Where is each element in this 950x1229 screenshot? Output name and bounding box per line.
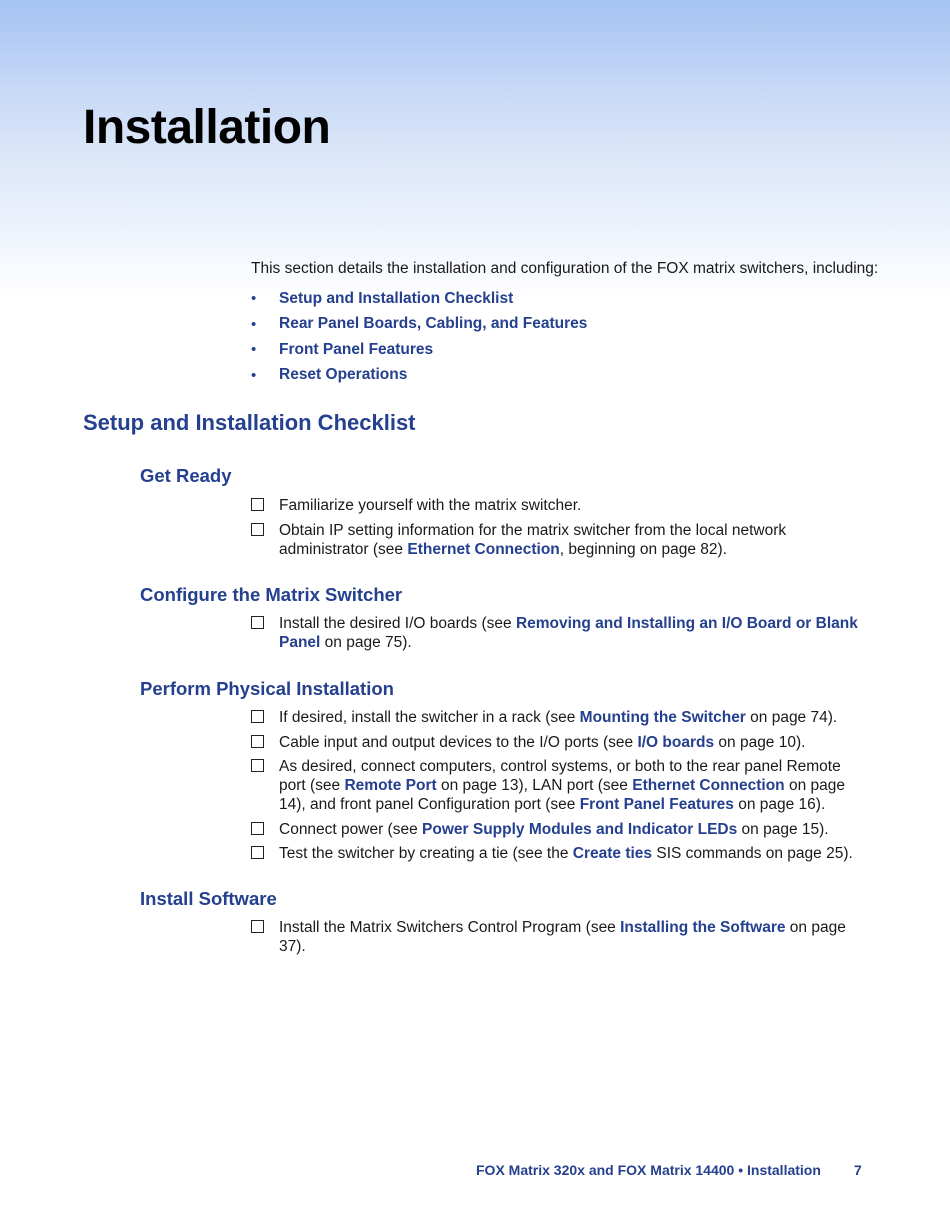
link-ethernet-connection[interactable]: Ethernet Connection	[632, 777, 785, 794]
item-text: If desired, install the switcher in a rack (see	[279, 709, 580, 726]
checklist-item	[251, 757, 871, 814]
checklist-get-ready	[251, 496, 871, 564]
checklist-item	[251, 708, 871, 727]
link-power-supply-modules[interactable]: Power Supply Modules and Indicator LEDs	[422, 820, 738, 838]
link-io-board-install[interactable]: Removing and Installing an I/O Board or Blank Panel	[279, 615, 858, 651]
item-text: on page 13), LAN port (see	[436, 777, 633, 794]
checkbox-icon[interactable]	[251, 523, 264, 536]
link-ethernet-connection[interactable]: Ethernet Connection	[407, 540, 560, 558]
checklist-item	[251, 521, 871, 559]
item-text: Cable input and output devices to the I/O ports (see	[279, 733, 638, 751]
toc-list	[251, 286, 587, 388]
checkbox-icon[interactable]	[251, 920, 264, 933]
checkbox-icon[interactable]	[251, 498, 264, 511]
link-create-ties[interactable]: Create ties	[572, 845, 653, 862]
link-installing-software[interactable]: Installing the Software	[620, 919, 786, 936]
toc-link-front-panel[interactable]: Front Panel Features	[279, 340, 434, 358]
checklist-item	[251, 844, 871, 863]
list-item	[251, 286, 587, 312]
item-text: on page 16).	[733, 796, 826, 813]
list-item	[251, 337, 587, 363]
item-text: on page 15).	[737, 820, 829, 838]
footer-text: FOX Matrix 320x and FOX Matrix 14400 • Installation	[476, 1162, 821, 1178]
item-text: on page 37).	[279, 919, 846, 955]
item-text: SIS commands on page 25).	[652, 845, 853, 862]
toc-link-setup[interactable]: Setup and Installation Checklist	[279, 289, 514, 307]
item-text: Familiarize yourself with the matrix switcher.	[279, 497, 582, 514]
link-remote-port[interactable]: Remote Port	[344, 777, 437, 794]
link-io-boards[interactable]: I/O boards	[637, 733, 715, 751]
item-text: on page 74).	[745, 709, 838, 726]
checklist-physical	[251, 708, 871, 869]
link-mounting-switcher[interactable]: Mounting the Switcher	[579, 709, 746, 726]
heading-physical-installation: Perform Physical Installation	[140, 678, 394, 699]
toc-link-reset[interactable]: Reset Operations	[279, 366, 408, 384]
heading-get-ready: Get Ready	[140, 465, 232, 486]
checklist-item	[251, 820, 871, 839]
item-text: Install the Matrix Switchers Control Program (see	[279, 919, 621, 936]
checklist-item	[251, 496, 871, 515]
intro-text: This section details the installation and configuration of the FOX matrix switchers, including:	[251, 260, 879, 277]
item-text: on page 10).	[714, 733, 806, 751]
link-front-panel-features[interactable]: Front Panel Features	[579, 796, 734, 813]
toc-link-rear-panel[interactable]: Rear Panel Boards, Cabling, and Features	[279, 315, 588, 333]
list-item	[251, 312, 587, 338]
bullet-icon: •	[251, 315, 257, 333]
item-text: Obtain IP setting information for the matrix switcher from the local network administrator (see	[279, 521, 787, 558]
checkbox-icon[interactable]	[251, 822, 264, 835]
checklist-configure	[251, 614, 871, 658]
checkbox-icon[interactable]	[251, 616, 264, 629]
page-title: Installation	[83, 101, 331, 154]
bullet-icon: •	[251, 341, 257, 359]
page-number: 7	[854, 1162, 862, 1178]
checklist-software	[251, 918, 871, 962]
bullet-icon: •	[251, 290, 257, 308]
checkbox-icon[interactable]	[251, 710, 264, 723]
section-title: Setup and Installation Checklist	[83, 410, 416, 435]
bullet-icon: •	[251, 366, 257, 384]
checkbox-icon[interactable]	[251, 846, 264, 859]
checkbox-icon[interactable]	[251, 735, 264, 748]
heading-install-software: Install Software	[140, 888, 277, 909]
item-text: Install the desired I/O boards (see	[279, 615, 516, 632]
item-text: Connect power (see	[279, 820, 423, 838]
checklist-item	[251, 614, 871, 652]
list-item	[251, 363, 587, 389]
item-text: As desired, connect computers, control systems, or both to the rear panel Remote port (see	[279, 758, 841, 794]
checklist-item	[251, 918, 871, 956]
heading-configure: Configure the Matrix Switcher	[140, 584, 403, 605]
item-text: Test the switcher by creating a tie (see the	[279, 845, 573, 862]
item-text: on page 14), and front panel Configuration port (see	[279, 777, 845, 813]
checkbox-icon[interactable]	[251, 759, 264, 772]
item-text: , beginning on page 82).	[559, 540, 727, 558]
item-text: on page 75).	[320, 634, 412, 651]
checklist-item	[251, 733, 871, 752]
